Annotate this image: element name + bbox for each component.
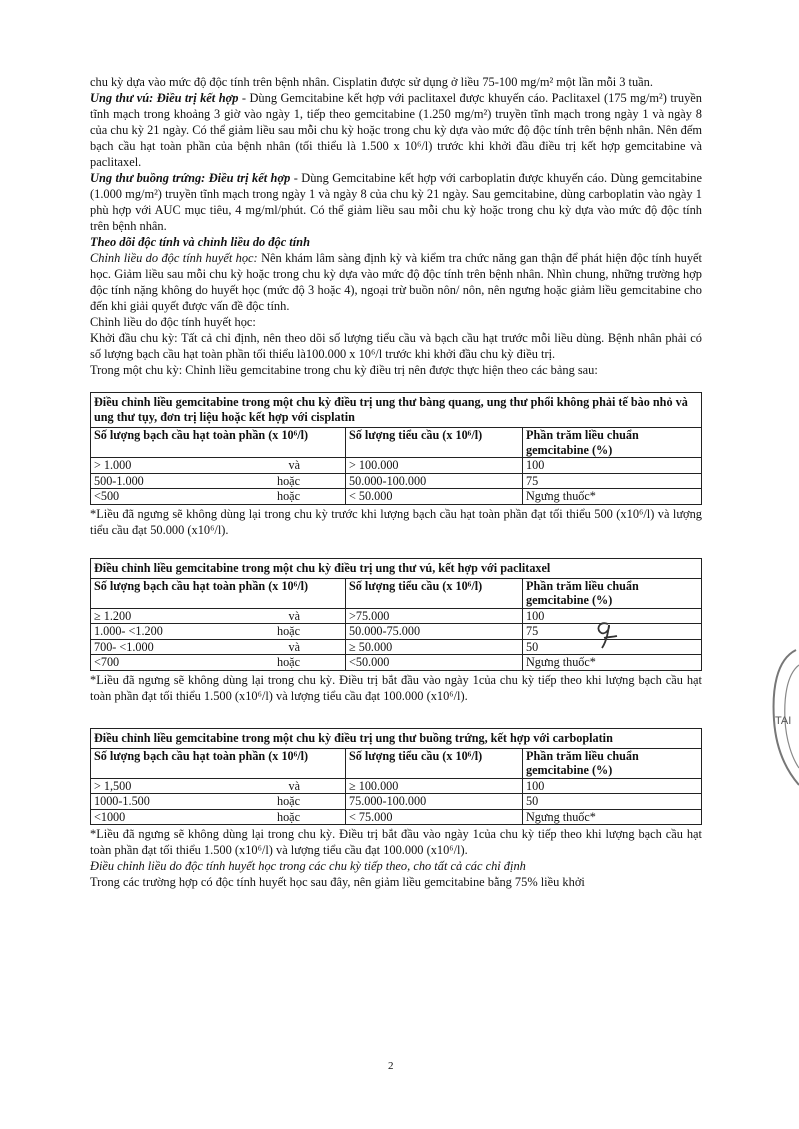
table-note: *Liều đã ngưng sẽ không dùng lại trong chu kỳ. Điều trị bắt đầu vào ngày 1của chu kỳ tiếp theo khi lượng bạch cầu hạt toàn phần đạt tối thiểu 1.500 (x10⁶/l) và lượng tiểu cầu đạt 100.000 (x10⁶/l). <box>90 672 702 703</box>
platelet-value: ≥ 50.000 <box>346 639 523 655</box>
platelet-value: 50.000-75.000 <box>346 624 523 640</box>
dose-table-bladder-lung-pancreas <box>90 392 702 505</box>
subsequent-cycles-heading: Điều chỉnh liều do độc tính huyết học trong các chu kỳ tiếp theo, cho tất cả các chỉ định <box>90 859 526 873</box>
hematologic-text: Nên khám lâm sàng định kỳ và kiểm tra chức năng gan thận để phát hiện độc tính huyết học. Giảm liều sau mỗi chu kỳ hoặc trong chu kỳ dựa vào mức độ độc tính trên bệnh nhân. Nhìn chung, những trường hợp độc tính nặng không do huyết học (mức độ 3 hoặc 4), ngoại trừ buồn nôn/ nôn, nên ngưng hoặc giảm liều gemcitabine cho đến khi giải quyết được vấn đề độc tính. <box>90 251 702 313</box>
neutrophil-value: <500 <box>94 489 120 503</box>
platelet-value: 75.000-100.000 <box>346 794 523 810</box>
breast-cancer-text: - Dùng Gemcitabine kết hợp với paclitaxel được khuyến cáo. Paclitaxel (175 mg/m²) truyền tĩnh mạch trong khoảng 3 giờ vào ngày 1, tiếp theo gemcitabine (1.250 mg/m²) truyền tĩnh mạch trong ngày 1 và ngày 8 của chu kỳ 21 ngày. Có thể giảm liều sau mỗi chu kỳ hoặc trong chu kỳ dựa vào mức độ độc tính trên bệnh nhân. Nên đếm bạch cầu hạt toàn phần của bệnh nhân (tối thiểu là 1.500 x 10⁶/l) trước khi khởi đầu điều trị kết hợp gemcitabine và paclitaxel. <box>90 91 702 169</box>
table-note: *Liều đã ngưng sẽ không dùng lại trong chu kỳ. Điều trị bắt đầu vào ngày 1của chu kỳ tiếp theo khi lượng bạch cầu hạt toàn phần đạt tối thiểu 1.500 (x10⁶/l) và lượng tiểu cầu đạt 100.000 (x10⁶/l). <box>90 827 702 857</box>
neutrophil-value: <1000 <box>94 809 126 824</box>
in-cycle-paragraph: Trong một chu kỳ: Chỉnh liều gemcitabine trong chu kỳ điều trị nên được thực hiện theo các bảng sau: <box>90 363 598 377</box>
closing-paragraph: Trong các trường hợp có độc tính huyết học sau đây, nên giảm liều gemcitabine bằng 75% liều khởi <box>90 875 585 889</box>
document-page <box>90 74 702 890</box>
header-platelet: Số lượng tiểu cầu (x 10⁶/l) <box>346 578 523 608</box>
conjunction: và <box>288 608 300 623</box>
ovarian-cancer-text: - Dùng Gemcitabine kết hợp với carboplatin được khuyến cáo. Dùng gemcitabine (1.000 mg/m²) truyền tĩnh mạch trong ngày 1 và ngày 8 của chu kỳ 21 ngày. Sau gemcitabine, dùng carboplatin vào ngày 1 phù hợp với AUC mục tiêu, 4 mg/ml/phút. Có thể giảm liều sau mỗi chu kỳ hoặc trong chu kỳ dựa vào mức độ độc tính trên bệnh nhân. <box>90 171 702 233</box>
conjunction: và <box>288 458 300 472</box>
hematologic-paragraph <box>90 250 702 314</box>
page-number: 2 <box>388 1060 394 1072</box>
table-row <box>91 809 702 825</box>
table-row <box>91 794 702 810</box>
table-header-row <box>91 428 702 458</box>
header-percent-dose: Phần trăm liều chuẩn gemcitabine (%) <box>523 748 702 778</box>
breast-cancer-heading: Ung thư vú: Điều trị kết hợp <box>90 91 239 105</box>
header-neutrophil: Số lượng bạch cầu hạt toàn phần (x 10⁶/l) <box>91 748 346 778</box>
conjunction: và <box>288 778 300 793</box>
header-neutrophil: Số lượng bạch cầu hạt toàn phần (x 10⁶/l) <box>91 428 346 458</box>
table-row <box>91 489 702 505</box>
conjunction: hoặc <box>276 794 300 808</box>
conjunction: hoặc <box>276 809 300 824</box>
handwritten-signature <box>590 618 620 657</box>
conjunction: hoặc <box>276 489 300 503</box>
header-platelet: Số lượng tiểu cầu (x 10⁶/l) <box>346 748 523 778</box>
conjunction: hoặc <box>276 655 300 669</box>
neutrophil-value: 700- <1.000 <box>94 639 154 654</box>
percent-value: Ngưng thuốc* <box>523 655 702 671</box>
table-row <box>91 778 702 794</box>
table-row <box>91 458 702 474</box>
platelet-value: < 75.000 <box>346 809 523 825</box>
percent-value: 50 <box>523 639 702 655</box>
header-platelet: Số lượng tiểu cầu (x 10⁶/l) <box>346 428 523 458</box>
monitoring-heading: Theo dõi độc tính và chỉnh liều do độc tính <box>90 235 310 249</box>
table-row <box>91 473 702 489</box>
header-percent-dose: Phần trăm liều chuẩn gemcitabine (%) <box>523 428 702 458</box>
percent-value: 100 <box>523 608 702 624</box>
neutrophil-value: ≥ 1.200 <box>94 608 132 623</box>
neutrophil-value: <700 <box>94 655 120 669</box>
percent-value: 100 <box>523 458 702 474</box>
neutrophil-value: > 1,500 <box>94 778 132 793</box>
platelet-value: <50.000 <box>346 655 523 671</box>
conjunction: và <box>288 639 300 654</box>
breast-cancer-paragraph <box>90 90 702 170</box>
platelet-value: ≥ 100.000 <box>346 778 523 794</box>
ovarian-cancer-heading: Ung thư buồng trứng: Điều trị kết hợp <box>90 171 291 185</box>
table-header-row <box>91 748 702 778</box>
platelet-value: >75.000 <box>346 608 523 624</box>
percent-value: Ngưng thuốc* <box>523 809 702 825</box>
platelet-value: 50.000-100.000 <box>346 473 523 489</box>
intro-paragraph: chu kỳ dựa vào mức độ độc tính trên bệnh nhân. Cisplatin được sử dụng ở liều 75-100 mg/m² một lần mỗi 3 tuần. <box>90 75 653 89</box>
percent-value: 75 <box>523 473 702 489</box>
conjunction: hoặc <box>276 624 300 638</box>
platelet-value: < 50.000 <box>346 489 523 505</box>
neutrophil-value: 1000-1.500 <box>94 794 150 808</box>
percent-value: Ngưng thuốc* <box>523 489 702 505</box>
hematologic-subheading: Chỉnh liều do độc tính huyết học: <box>90 251 258 265</box>
table-header-row <box>91 578 702 608</box>
percent-value: 100 <box>523 778 702 794</box>
stamp-mark <box>766 620 799 825</box>
table-title: Điều chỉnh liều gemcitabine trong một chu kỳ điều trị ung thư bàng quang, ung thư phổi không phải tế bào nhỏ và ung thư tụy, đơn trị liệu hoặc kết hợp với cisplatin <box>91 393 702 428</box>
hematologic-line-a: Chỉnh liều do độc tính huyết học: <box>90 315 256 329</box>
header-neutrophil: Số lượng bạch cầu hạt toàn phần (x 10⁶/l) <box>91 578 346 608</box>
table-title: Điều chỉnh liều gemcitabine trong một chu kỳ điều trị ung thư buồng trứng, kết hợp với carboplatin <box>91 728 702 748</box>
table-note: *Liều đã ngưng sẽ không dùng lại trong chu kỳ trước khi lượng bạch cầu hạt toàn phần đạt tối thiểu 500 (x10⁶/l) và lượng tiểu cầu đạt 50.000 (x10⁶/l). <box>90 506 702 537</box>
platelet-value: > 100.000 <box>346 458 523 474</box>
percent-value: 75 <box>523 624 702 640</box>
stamp-text: TAI <box>775 715 792 727</box>
dose-table-ovarian <box>90 728 702 826</box>
neutrophil-value: > 1.000 <box>94 458 132 472</box>
table-title: Điều chỉnh liều gemcitabine trong một chu kỳ điều trị ung thư vú, kết hợp với paclitaxel <box>91 558 702 578</box>
ovarian-cancer-paragraph <box>90 170 702 234</box>
cycle-start-paragraph: Khởi đầu chu kỳ: Tất cả chỉ định, nên theo dõi số lượng tiểu cầu và bạch cầu hạt trước mỗi liều dùng. Bệnh nhân phải có số lượng bạch cầu hạt toàn phần tối thiểu là100.000 x 10⁶/l trước khi khởi đầu chu kỳ điều trị. <box>90 331 702 361</box>
neutrophil-value: 500-1.000 <box>94 473 144 488</box>
neutrophil-value: 1.000- <1.200 <box>94 624 163 638</box>
conjunction: hoặc <box>276 473 300 488</box>
percent-value: 50 <box>523 794 702 810</box>
header-percent-dose: Phần trăm liều chuẩn gemcitabine (%) <box>523 578 702 608</box>
